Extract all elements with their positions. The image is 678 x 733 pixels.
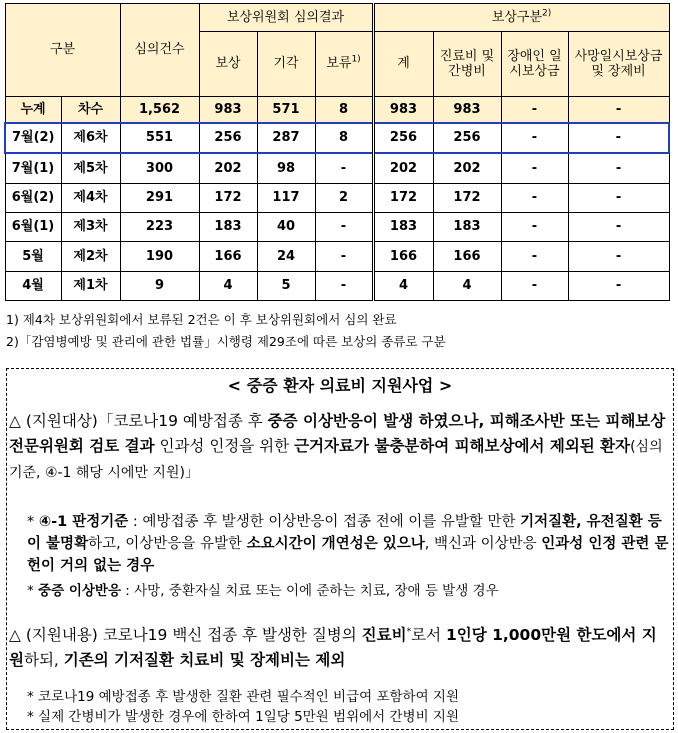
cell: -: [501, 271, 568, 300]
cell: 190: [120, 242, 199, 271]
text: *: [27, 514, 39, 530]
cell: 202: [373, 153, 433, 183]
table-row: [5, 123, 669, 153]
cell: 9: [120, 271, 199, 300]
cell: 6월(1): [5, 212, 61, 241]
cell: 551: [120, 123, 199, 153]
cell: -: [568, 97, 669, 123]
asterisk: *: [406, 626, 412, 637]
cell: 7월(1): [5, 153, 61, 183]
cell: -: [568, 271, 669, 300]
header-type-group: 보상구분$^{2)}$: [373, 4, 669, 32]
cell: 7월(2): [5, 123, 61, 153]
cell: 172: [199, 183, 257, 212]
cell: 제5차: [61, 153, 120, 183]
cell: 4: [373, 271, 433, 300]
text: *: [27, 583, 39, 599]
text-bold: 중증 이상반응이 발생 하였으나, 피해조사반 또는 피해보상전문위원회 검토 결과: [9, 412, 666, 455]
header-medical-care: 진료비 및 간병비: [433, 32, 501, 97]
header-result-group: 보상위원회 심의결과: [199, 4, 373, 32]
text: , 백신과 이상반응: [424, 536, 542, 552]
cell: 6월(2): [5, 183, 61, 212]
table-row: [5, 242, 669, 271]
cell: 183: [199, 212, 257, 241]
text-bold: 기존의 기저질환 치료비 및 장제비는 제외: [63, 651, 346, 669]
severe-note: [27, 581, 672, 601]
text: : 예방접종 후 발생한 이상반응이 접종 전에 이를 유발할 만한: [128, 514, 521, 530]
box-title: < 중증 환자 의료비 지원사업 >: [227, 376, 453, 395]
cell: 256: [199, 123, 257, 153]
cell: 223: [120, 212, 199, 241]
text-bold: 진료비: [361, 626, 407, 644]
cell: 983: [433, 97, 501, 123]
header-on-hold: 보류$^{1)}$: [315, 32, 373, 97]
table-row: [5, 183, 669, 212]
cell: 98: [257, 153, 315, 183]
cell: 166: [199, 242, 257, 271]
cell: 183: [373, 212, 433, 241]
text: 하고, 이상반응을 유발한: [88, 536, 247, 552]
footnote-noncovered: * 코로나19 예방접종 후 발생한 질환 관련 필수적인 비급여 포함하여 지원: [27, 689, 459, 705]
cell: 8: [315, 97, 373, 123]
header-total: 계: [373, 32, 433, 97]
summary-row: [5, 97, 669, 123]
footnote-1: 1) 제4차 보상위원회에서 보류된 2건은 이 후 보상위원회에서 심의 완료: [6, 312, 397, 327]
cell: 256: [433, 123, 501, 153]
cell: 2: [315, 183, 373, 212]
support-program-box: [6, 368, 674, 730]
cell: 166: [373, 242, 433, 271]
cell: -: [568, 212, 669, 241]
cell: -: [501, 212, 568, 241]
cell: 차수: [61, 97, 120, 123]
cell: 4: [433, 271, 501, 300]
text-bold: ④-1 판정기준: [38, 514, 129, 530]
cell: 40: [257, 212, 315, 241]
compensation-table: [4, 3, 670, 301]
cell: 983: [199, 97, 257, 123]
cell: 제3차: [61, 212, 120, 241]
text-bold: 근거자료가 불충분하여 피해보상에서 제외된 환자: [294, 437, 631, 455]
cell: 4: [199, 271, 257, 300]
text: △ (지원대상)「코로나19 예방접종 후: [9, 412, 268, 430]
cell: 291: [120, 183, 199, 212]
cell: 166: [433, 242, 501, 271]
cell: -: [501, 123, 568, 153]
cell: 제4차: [61, 183, 120, 212]
footnote-caregiver: * 실제 간병비가 발생한 경우에 한하여 1일당 5만원 범위에서 간병비 지원: [27, 709, 459, 725]
cell: 983: [373, 97, 433, 123]
cell: 제6차: [61, 123, 120, 153]
cell: 571: [257, 97, 315, 123]
header-rejected: 기각: [257, 32, 315, 97]
text: (심의기준, ④-1 해당 시에만 지원)」: [9, 439, 663, 481]
text: : 사망, 중환자실 치료 또는 이에 준하는 치료, 장애 등 발생 경우: [121, 583, 499, 599]
cell: -: [315, 271, 373, 300]
cell: 172: [433, 183, 501, 212]
footnote-2: 2)「감염병예방 및 관리에 관한 법률」시행령 제29조에 따른 보상의 종류로 구분: [6, 334, 446, 349]
cell: -: [568, 153, 669, 183]
cell: 5: [257, 271, 315, 300]
cell: 제1차: [61, 271, 120, 300]
text-bold: 1인당 1,000만원 한도에서 지원: [9, 626, 657, 669]
cell: 183: [433, 212, 501, 241]
cell: -: [568, 183, 669, 212]
cell: 누계: [5, 97, 61, 123]
cell: 172: [373, 183, 433, 212]
text-bold: 기저질환, 유전질환 등이 불명확: [27, 514, 662, 552]
support-content: [9, 623, 671, 673]
cell: -: [568, 242, 669, 271]
cell: 24: [257, 242, 315, 271]
cell: 1,562: [120, 97, 199, 123]
cell: 4월: [5, 271, 61, 300]
text: 하되,: [23, 651, 64, 669]
header-disability: 장애인 일시보상금: [501, 32, 568, 97]
text: 로서: [411, 626, 446, 644]
cell: 202: [199, 153, 257, 183]
text-bold: 소요시간이 개연성은 있으나: [246, 536, 425, 552]
support-target: [9, 409, 671, 486]
header-death-funeral: 사망일시보상금 및 장제비: [568, 32, 669, 97]
table-row: [5, 153, 669, 183]
header-compensation: 보상: [199, 32, 257, 97]
cell: -: [501, 153, 568, 183]
cell: -: [315, 212, 373, 241]
cell: -: [501, 97, 568, 123]
header-review-count: 심의건수: [120, 4, 199, 97]
table-row: [5, 271, 669, 300]
cell: 5월: [5, 242, 61, 271]
header-category: 구분: [5, 4, 120, 97]
cell: -: [501, 242, 568, 271]
cell: 256: [373, 123, 433, 153]
cell: -: [315, 242, 373, 271]
text: 인과성 인정을 위한: [154, 437, 295, 455]
cell: 제2차: [61, 242, 120, 271]
cell: 287: [257, 123, 315, 153]
text: △ (지원내용) 코로나19 백신 접종 후 발생한 질병의: [9, 626, 362, 644]
cell: -: [568, 123, 669, 153]
cell: 8: [315, 123, 373, 153]
criteria-note: [27, 511, 672, 577]
text-bold: 중증 이상반응: [38, 583, 121, 599]
cell: 202: [433, 153, 501, 183]
cell: -: [315, 153, 373, 183]
cell: -: [501, 183, 568, 212]
table-row: [5, 212, 669, 241]
cell: 300: [120, 153, 199, 183]
cell: 117: [257, 183, 315, 212]
footnotes: [6, 309, 666, 353]
text-bold: 인과성 인정 관련 문헌이 거의 없는 경우: [27, 536, 669, 574]
